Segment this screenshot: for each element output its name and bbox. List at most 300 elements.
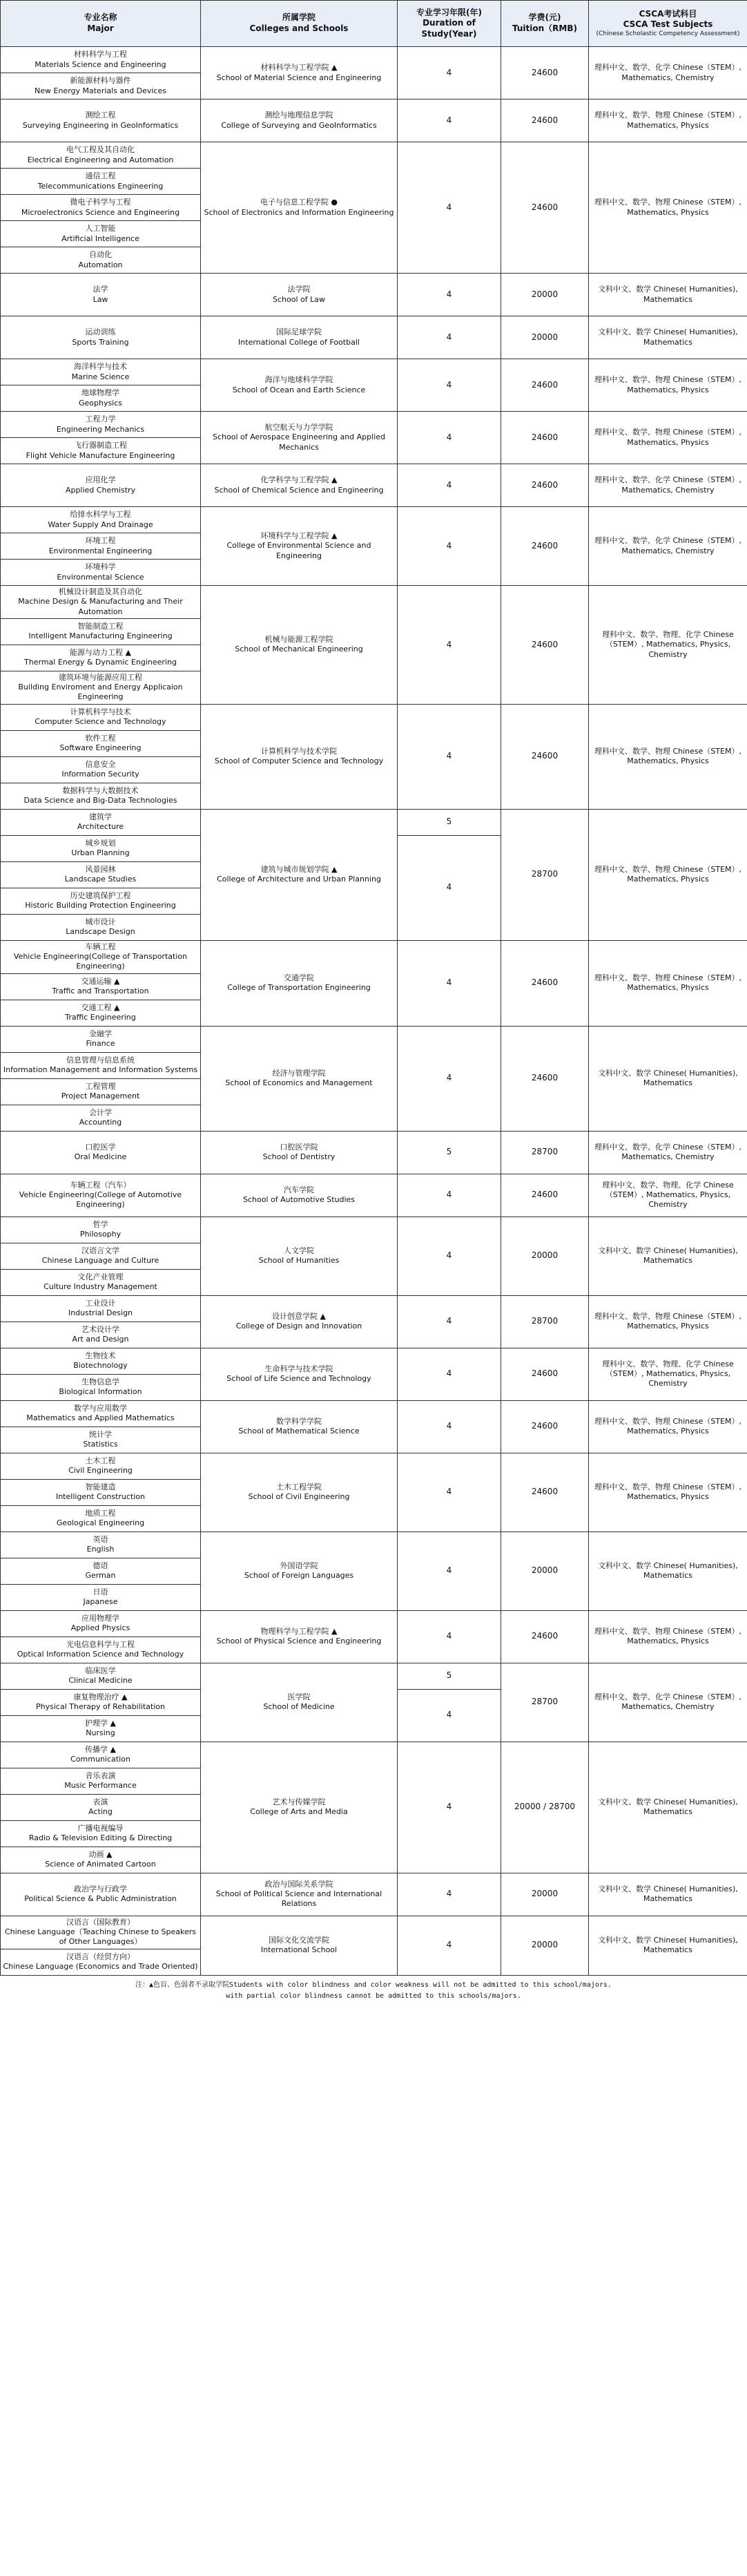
table-row [1,412,747,438]
major-name-zh: 工程管理 [85,1081,116,1091]
major-name-zh: 交通运输 ▲ [81,976,120,986]
major-name-en: Philosophy [79,1230,122,1239]
csca-subjects-cell: 文科中文、数学 Chinese( Humanities), Mathematics [589,1217,747,1295]
major-cell [1,221,201,247]
major-cell [1,1794,201,1820]
duration-cell: 4 [398,316,501,359]
csca-subjects-cell: 理科中文、数学、物理、化学 Chinese（STEM）, Mathematics, Physics, Chemistry [589,1174,747,1217]
major-cell [1,47,201,73]
major-name-en: Clinical Medicine [68,1676,133,1686]
major-name-en: Materials Science and Engineering [35,59,166,69]
duration-cell: 5 [398,1663,501,1689]
major-name-en: Accounting [79,1118,122,1127]
school-name-zh: 生命科学与技术学院 [264,1364,333,1373]
school-name-en: College of Architecture and Urban Planning [217,875,381,884]
major-name-en: Japanese [83,1597,118,1607]
major-name-zh: 音乐表演 [85,1771,116,1780]
school-name-zh: 法学院 [287,285,311,294]
tuition-cell: 28700 [501,809,589,940]
major-name-zh: 艺术设计学 [81,1324,119,1334]
major-name-zh: 汉语言（国际教育） [66,1917,135,1927]
major-name-zh: 软件工程 [85,733,116,743]
school-name-en: College of Transportation Engineering [227,983,371,993]
table-row [1,1217,747,1243]
major-name-zh: 口腔医学 [85,1142,116,1152]
major-name-en: Computer Science and Technology [35,717,166,727]
school-name-zh: 化学科学与工程学院 ▲ [260,475,338,485]
major-name-en: Microelectronics Science and Engineering [21,207,180,217]
major-cell [1,533,201,560]
table-row [1,99,747,142]
footer-note-line-1: 注：▲色盲、色弱者不录取学院Students with color blindness and color weakness will not be admitted to this school/majors. [135,1981,612,1989]
tuition-cell: 24600 [501,99,589,142]
major-cell [1,730,201,756]
major-name-zh: 护理学 ▲ [85,1718,116,1728]
school-name-en: School of Electronics and Information Engineering [204,207,394,217]
major-cell [1,169,201,195]
school-name-en: School of Economics and Management [225,1078,373,1088]
table-row [1,1295,747,1322]
csca-subjects-cell: 理科中文、数学、物理、化学 Chinese（STEM）, Mathematics, Physics, Chemistry [589,1348,747,1400]
school-name-en: School of Ocean and Earth Science [232,385,366,394]
major-name-en: Data Science and Big-Data Technologies [23,796,177,805]
major-name-en: Traffic Engineering [65,1013,136,1022]
major-name-en: Biotechnology [73,1361,128,1371]
major-cell [1,1742,201,1768]
major-name-zh: 生物信息学 [81,1377,119,1386]
major-name-en: Art and Design [72,1335,129,1344]
major-name-zh: 机械设计制造及其自动化 [59,587,142,596]
table-row [1,1131,747,1174]
csca-subjects-cell: 理科中文、数学、物理 Chinese（STEM）, Mathematics, Physics [589,412,747,464]
school-cell [201,99,398,142]
csca-subjects-cell: 理科中文、数学、物理 Chinese（STEM）, Mathematics, Physics [589,940,747,1026]
tuition-cell: 24600 [501,1174,589,1217]
major-name-en: Landscape Studies [64,875,137,884]
tuition-cell: 28700 [501,1131,589,1174]
school-name-zh: 物理科学与工程学院 ▲ [260,1626,338,1636]
major-cell [1,1453,201,1479]
major-name-zh: 信息安全 [85,759,116,769]
major-name-zh: 交通工程 ▲ [81,1002,120,1012]
major-name-en: Software Engineering [59,743,142,753]
major-name-en: Communication [70,1755,130,1764]
major-name-zh: 土木工程 [85,1456,116,1465]
school-cell [201,412,398,464]
major-name-en: Geophysics [78,398,123,408]
duration-cell: 4 [398,507,501,586]
major-name-zh: 数据科学与大数据技术 [62,785,139,795]
major-name-en: Statistics [83,1440,118,1449]
csca-subjects-cell: 文科中文、数学 Chinese( Humanities), Mathematics [589,1026,747,1131]
school-name-zh: 土木工程学院 [276,1482,322,1491]
major-cell [1,1348,201,1374]
school-cell [201,1610,398,1663]
major-name-zh: 生物技术 [85,1351,116,1360]
major-name-en: Chinese Language and Culture [41,1256,159,1266]
major-name-zh: 能源与动力工程 ▲ [70,648,131,658]
csca-subjects-cell: 理科中文、数学、物理 Chinese（STEM）, Mathematics, Physics [589,809,747,940]
major-name-zh: 地球物理学 [81,388,119,398]
school-name-zh: 设计创意学院 ▲ [272,1311,326,1321]
major-name-zh: 给排水科学与工程 [70,510,131,519]
tuition-cell: 20000 [501,274,589,316]
school-name-en: School of Political Science and International Relations [215,1889,382,1909]
major-name-en: Architecture [77,822,124,832]
major-name-en: Music Performance [64,1781,137,1791]
major-name-zh: 工程力学 [85,414,116,424]
major-name-en: Traffic and Transportation [52,986,149,996]
major-name-zh: 材料科学与工程 [74,50,127,59]
school-name-zh: 环境科学与工程学院 ▲ [260,531,338,541]
major-name-zh: 光电信息科学与工程 [66,1639,135,1649]
school-name-en: International College of Football [238,337,360,347]
table-row [1,464,747,507]
school-cell [201,316,398,359]
major-name-zh: 城乡规划 [85,838,116,848]
major-name-zh: 自动化 [89,250,112,260]
school-name-zh: 口腔医学院 [280,1142,318,1152]
csca-subjects-cell: 理科中文、数学、物理 Chinese（STEM）, Mathematics, Physics [589,1453,747,1532]
csca-subjects-cell: 理科中文、数学、物理、化学 Chinese（STEM）, Mathematics, Physics, Chemistry [589,586,747,705]
school-name-zh: 材料科学与工程学院 ▲ [260,63,338,73]
major-cell [1,99,201,142]
csca-subjects-cell: 理科中文、数学、化学 Chinese（STEM）, Mathematics, Chemistry [589,1663,747,1742]
table-row [1,274,747,316]
duration-cell: 4 [398,1689,501,1742]
school-cell [201,507,398,586]
major-name-zh: 英语 [93,1534,108,1544]
major-cell [1,1820,201,1847]
school-cell [201,1663,398,1742]
major-name-en: Acting [88,1807,113,1817]
duration-cell: 4 [398,274,501,316]
csca-subjects-cell: 理科中文、数学、物理 Chinese（STEM）, Mathematics, Physics [589,359,747,412]
school-name-en: School of Law [273,294,325,304]
table-row [1,1610,747,1637]
school-cell [201,274,398,316]
csca-subjects-cell: 文科中文、数学 Chinese( Humanities), Mathematics [589,1532,747,1610]
major-name-zh: 政治学与行政学 [74,1884,127,1893]
major-cell [1,973,201,1000]
major-name-en: Intelligent Construction [55,1492,146,1502]
major-name-zh: 广播电视编导 [77,1823,124,1833]
header-duration: 专业学习年限(年) Duration of Study(Year) [398,1,501,47]
major-name-en: Historic Building Protection Engineering [25,901,176,910]
school-name-zh: 政治与国际关系学院 [264,1879,333,1889]
school-name-zh: 外国语学院 [280,1561,318,1570]
duration-cell: 4 [398,142,501,274]
major-name-en: Information Management and Information Systems [3,1065,198,1075]
major-cell [1,645,201,671]
duration-cell: 4 [398,704,501,809]
major-name-en: Surveying Engineering in GeoInformatics [22,120,179,130]
major-name-zh: 汉语言（经贸方向） [66,1952,135,1961]
tuition-cell: 24600 [501,412,589,464]
school-name-zh: 机械与能源工程学院 [264,635,333,645]
major-cell [1,1505,201,1532]
major-name-zh: 汉语言文学 [81,1246,119,1255]
major-name-zh: 智能建造 [85,1482,116,1491]
major-name-en: Science of Animated Cartoon [45,1860,156,1869]
duration-cell: 4 [398,359,501,412]
table-row [1,1873,747,1916]
csca-subjects-cell: 理科中文、数学、化学 Chinese（STEM）, Mathematics, Chemistry [589,1131,747,1174]
major-name-en: Landscape Design [66,927,135,937]
school-name-zh: 汽车学院 [284,1185,314,1194]
major-name-zh: 微电子科学与工程 [70,198,131,207]
major-name-en: Biological Information [59,1387,142,1397]
major-name-en: Finance [86,1039,115,1049]
table-row [1,316,747,359]
school-cell [201,1532,398,1610]
duration-cell: 4 [398,1217,501,1295]
major-name-en: Urban Planning [71,848,130,858]
major-name-en: Engineering Mechanics [56,424,145,434]
tuition-cell: 24600 [501,704,589,809]
major-cell [1,1916,201,1949]
major-cell [1,507,201,533]
tuition-cell: 28700 [501,1663,589,1742]
duration-cell: 4 [398,1610,501,1663]
duration-cell: 4 [398,47,501,99]
major-cell [1,247,201,274]
major-name-en: Environmental Science [57,572,144,582]
major-cell [1,914,201,940]
school-name-zh: 建筑与城市规划学院 ▲ [260,864,338,874]
major-cell [1,1131,201,1174]
tuition-cell: 24600 [501,940,589,1026]
duration-cell: 4 [398,99,501,142]
major-cell [1,316,201,359]
table-row [1,809,747,835]
major-name-en: Applied Chemistry [65,485,136,495]
school-name-en: College of Surveying and GeoInformatics [221,120,377,130]
major-cell [1,704,201,730]
major-name-en: Culture Industry Management [43,1282,157,1292]
major-cell [1,73,201,99]
school-name-en: School of Foreign Languages [244,1571,354,1581]
major-name-zh: 康复物理治疗 ▲ [73,1692,128,1701]
major-cell [1,1558,201,1584]
major-name-en: Law [93,294,108,304]
major-cell [1,1689,201,1715]
school-name-zh: 测绘与地理信息学院 [264,111,333,120]
school-name-zh: 海洋与地球科学学院 [264,375,333,385]
major-name-en: Machine Design & Manufacturing and Their Automation [18,597,183,616]
major-name-en: Vehicle Engineering(College of Automotive Engineering) [19,1190,182,1210]
major-name-en: Optical Information Science and Technology [17,1650,184,1659]
major-name-en: English [86,1545,115,1554]
major-cell [1,359,201,385]
header-major: 专业名称 Major [1,1,201,47]
table-row [1,1916,747,1949]
major-name-en: New Energy Materials and Devices [35,86,166,95]
school-cell [201,1174,398,1217]
major-name-zh: 统计学 [89,1429,112,1439]
tuition-cell: 20000 [501,316,589,359]
major-cell [1,1400,201,1427]
tuition-cell: 20000 [501,1873,589,1916]
school-cell [201,704,398,809]
school-cell [201,1453,398,1532]
major-cell [1,1949,201,1975]
major-name-en: Flight Vehicle Manufacture Engineering [26,450,175,460]
duration-cell: 4 [398,1174,501,1217]
table-row [1,586,747,619]
duration-cell: 4 [398,1873,501,1916]
school-name-zh: 人文学院 [284,1246,314,1255]
major-name-zh: 建筑学 [89,812,112,821]
table-row [1,507,747,533]
major-name-zh: 电气工程及其自动化 [66,145,135,155]
table-header-row [1,1,747,47]
major-name-en: Political Science & Public Administration [24,1894,177,1904]
major-name-en: Building Enviroment and Energy Applicaion Engineering [18,683,183,702]
major-cell [1,195,201,221]
major-name-en: Applied Physics [70,1623,130,1633]
table-row [1,359,747,385]
school-cell [201,1400,398,1453]
major-cell [1,1322,201,1348]
major-cell [1,586,201,619]
footer-note [0,1976,747,2007]
duration-cell: 4 [398,1400,501,1453]
school-name-zh: 经济与管理学院 [272,1068,326,1078]
major-cell [1,1295,201,1322]
major-name-zh: 传播学 ▲ [85,1744,116,1754]
major-name-en: Chinese Language (Economics and Trade Oriented) [3,1962,198,1972]
major-name-zh: 金融学 [89,1029,112,1038]
major-cell [1,385,201,412]
school-name-en: School of Chemical Science and Engineering [214,485,384,495]
major-name-zh: 新能源材料与器件 [70,76,131,86]
major-name-zh: 法学 [93,285,108,294]
major-cell [1,756,201,783]
school-name-en: School of Humanities [258,1256,340,1266]
tuition-cell: 24600 [501,1026,589,1131]
csca-subjects-cell: 理科中文、数学、化学 Chinese（STEM）, Mathematics, Chemistry [589,464,747,507]
school-name-en: School of Physical Science and Engineering [216,1637,382,1646]
major-name-zh: 表演 [93,1797,108,1806]
csca-subjects-cell: 理科中文、数学、化学 Chinese（STEM）, Mathematics, Chemistry [589,47,747,99]
major-name-zh: 工业设计 [85,1298,116,1308]
major-name-en: Electrical Engineering and Automation [27,155,174,164]
major-cell [1,1610,201,1637]
table-row [1,1026,747,1052]
major-name-en: Intelligent Manufacturing Engineering [28,631,173,641]
duration-cell: 4 [398,835,501,940]
major-cell [1,1174,201,1217]
tuition-cell: 20000 [501,1916,589,1975]
major-cell [1,1078,201,1105]
major-cell [1,1715,201,1742]
school-name-zh: 国际足球学院 [276,327,322,337]
major-name-zh: 人工智能 [85,224,116,233]
school-cell [201,1295,398,1348]
major-name-zh: 临床医学 [85,1666,116,1675]
school-name-en: School of Mechanical Engineering [235,645,363,654]
school-cell [201,586,398,705]
major-cell [1,1217,201,1243]
table-body [1,47,747,1976]
tuition-cell: 20000 / 28700 [501,1742,589,1873]
major-name-zh: 测绘工程 [85,111,116,120]
major-name-zh: 环境工程 [85,536,116,546]
school-name-zh: 航空航天与力学学院 [264,423,333,432]
major-cell [1,1243,201,1269]
major-cell [1,412,201,438]
major-name-zh: 车辆工程（汽车） [70,1180,131,1190]
table-row [1,1174,747,1217]
major-name-en: Oral Medicine [74,1152,127,1162]
school-cell [201,809,398,940]
csca-subjects-cell: 文科中文、数学 Chinese( Humanities), Mathematics [589,1873,747,1916]
school-name-zh: 医学院 [287,1692,311,1701]
major-cell [1,618,201,645]
table-row [1,1742,747,1768]
major-name-en: Information Security [61,770,139,779]
major-cell [1,1105,201,1131]
school-cell [201,1916,398,1975]
csca-subjects-cell: 理科中文、数学、物理 Chinese（STEM）, Mathematics, Physics [589,1400,747,1453]
school-cell [201,1873,398,1916]
school-name-zh: 数学科学学院 [276,1416,322,1426]
major-cell [1,1000,201,1026]
major-name-zh: 智能制造工程 [77,622,124,631]
major-name-zh: 计算机科学与技术 [70,707,131,716]
school-cell [201,1026,398,1131]
tuition-cell: 20000 [501,1532,589,1610]
major-cell [1,861,201,888]
header-tuition: 学费(元) Tuition（RMB) [501,1,589,47]
major-name-zh: 飞行器制造工程 [74,441,127,450]
school-cell [201,1348,398,1400]
school-name-en: School of Mathematical Science [238,1427,360,1436]
major-name-en: Mathematics and Applied Mathematics [26,1413,175,1423]
major-name-zh: 通信工程 [85,171,116,181]
duration-cell: 4 [398,412,501,464]
major-name-en: Automation [78,260,123,269]
major-cell [1,1637,201,1663]
duration-cell: 4 [398,940,501,1026]
major-cell [1,1873,201,1916]
csca-subjects-cell: 文科中文、数学 Chinese( Humanities), Mathematics [589,1742,747,1873]
school-name-en: School of Material Science and Engineering [216,73,382,82]
table-row [1,47,747,73]
major-name-zh: 运动训练 [85,327,116,337]
csca-subjects-cell: 理科中文、数学、化学 Chinese（STEM）, Mathematics, Chemistry [589,507,747,586]
duration-cell: 4 [398,1348,501,1400]
major-cell [1,671,201,704]
school-name-en: College of Arts and Media [250,1807,348,1817]
major-cell [1,1768,201,1794]
header-csca: CSCA考试科目 CSCA Test Subjects (Chinese Scholastic Competency Assessment) [589,1,747,47]
major-name-en: German [85,1571,116,1581]
major-name-zh: 历史建筑保护工程 [70,890,131,900]
school-name-en: School of Automotive Studies [242,1195,356,1205]
table-row [1,704,747,730]
school-name-zh: 电子与信息工程学院 ● [260,198,338,207]
duration-cell: 5 [398,1131,501,1174]
csca-subjects-cell: 理科中文、数学、物理 Chinese（STEM）, Mathematics, Physics [589,704,747,809]
major-name-zh: 信息管理与信息系统 [66,1055,135,1065]
school-cell [201,1131,398,1174]
major-name-zh: 动画 ▲ [88,1849,113,1859]
major-cell [1,809,201,835]
header-school: 所属学院 Colleges and Schools [201,1,398,47]
major-cell [1,1663,201,1689]
